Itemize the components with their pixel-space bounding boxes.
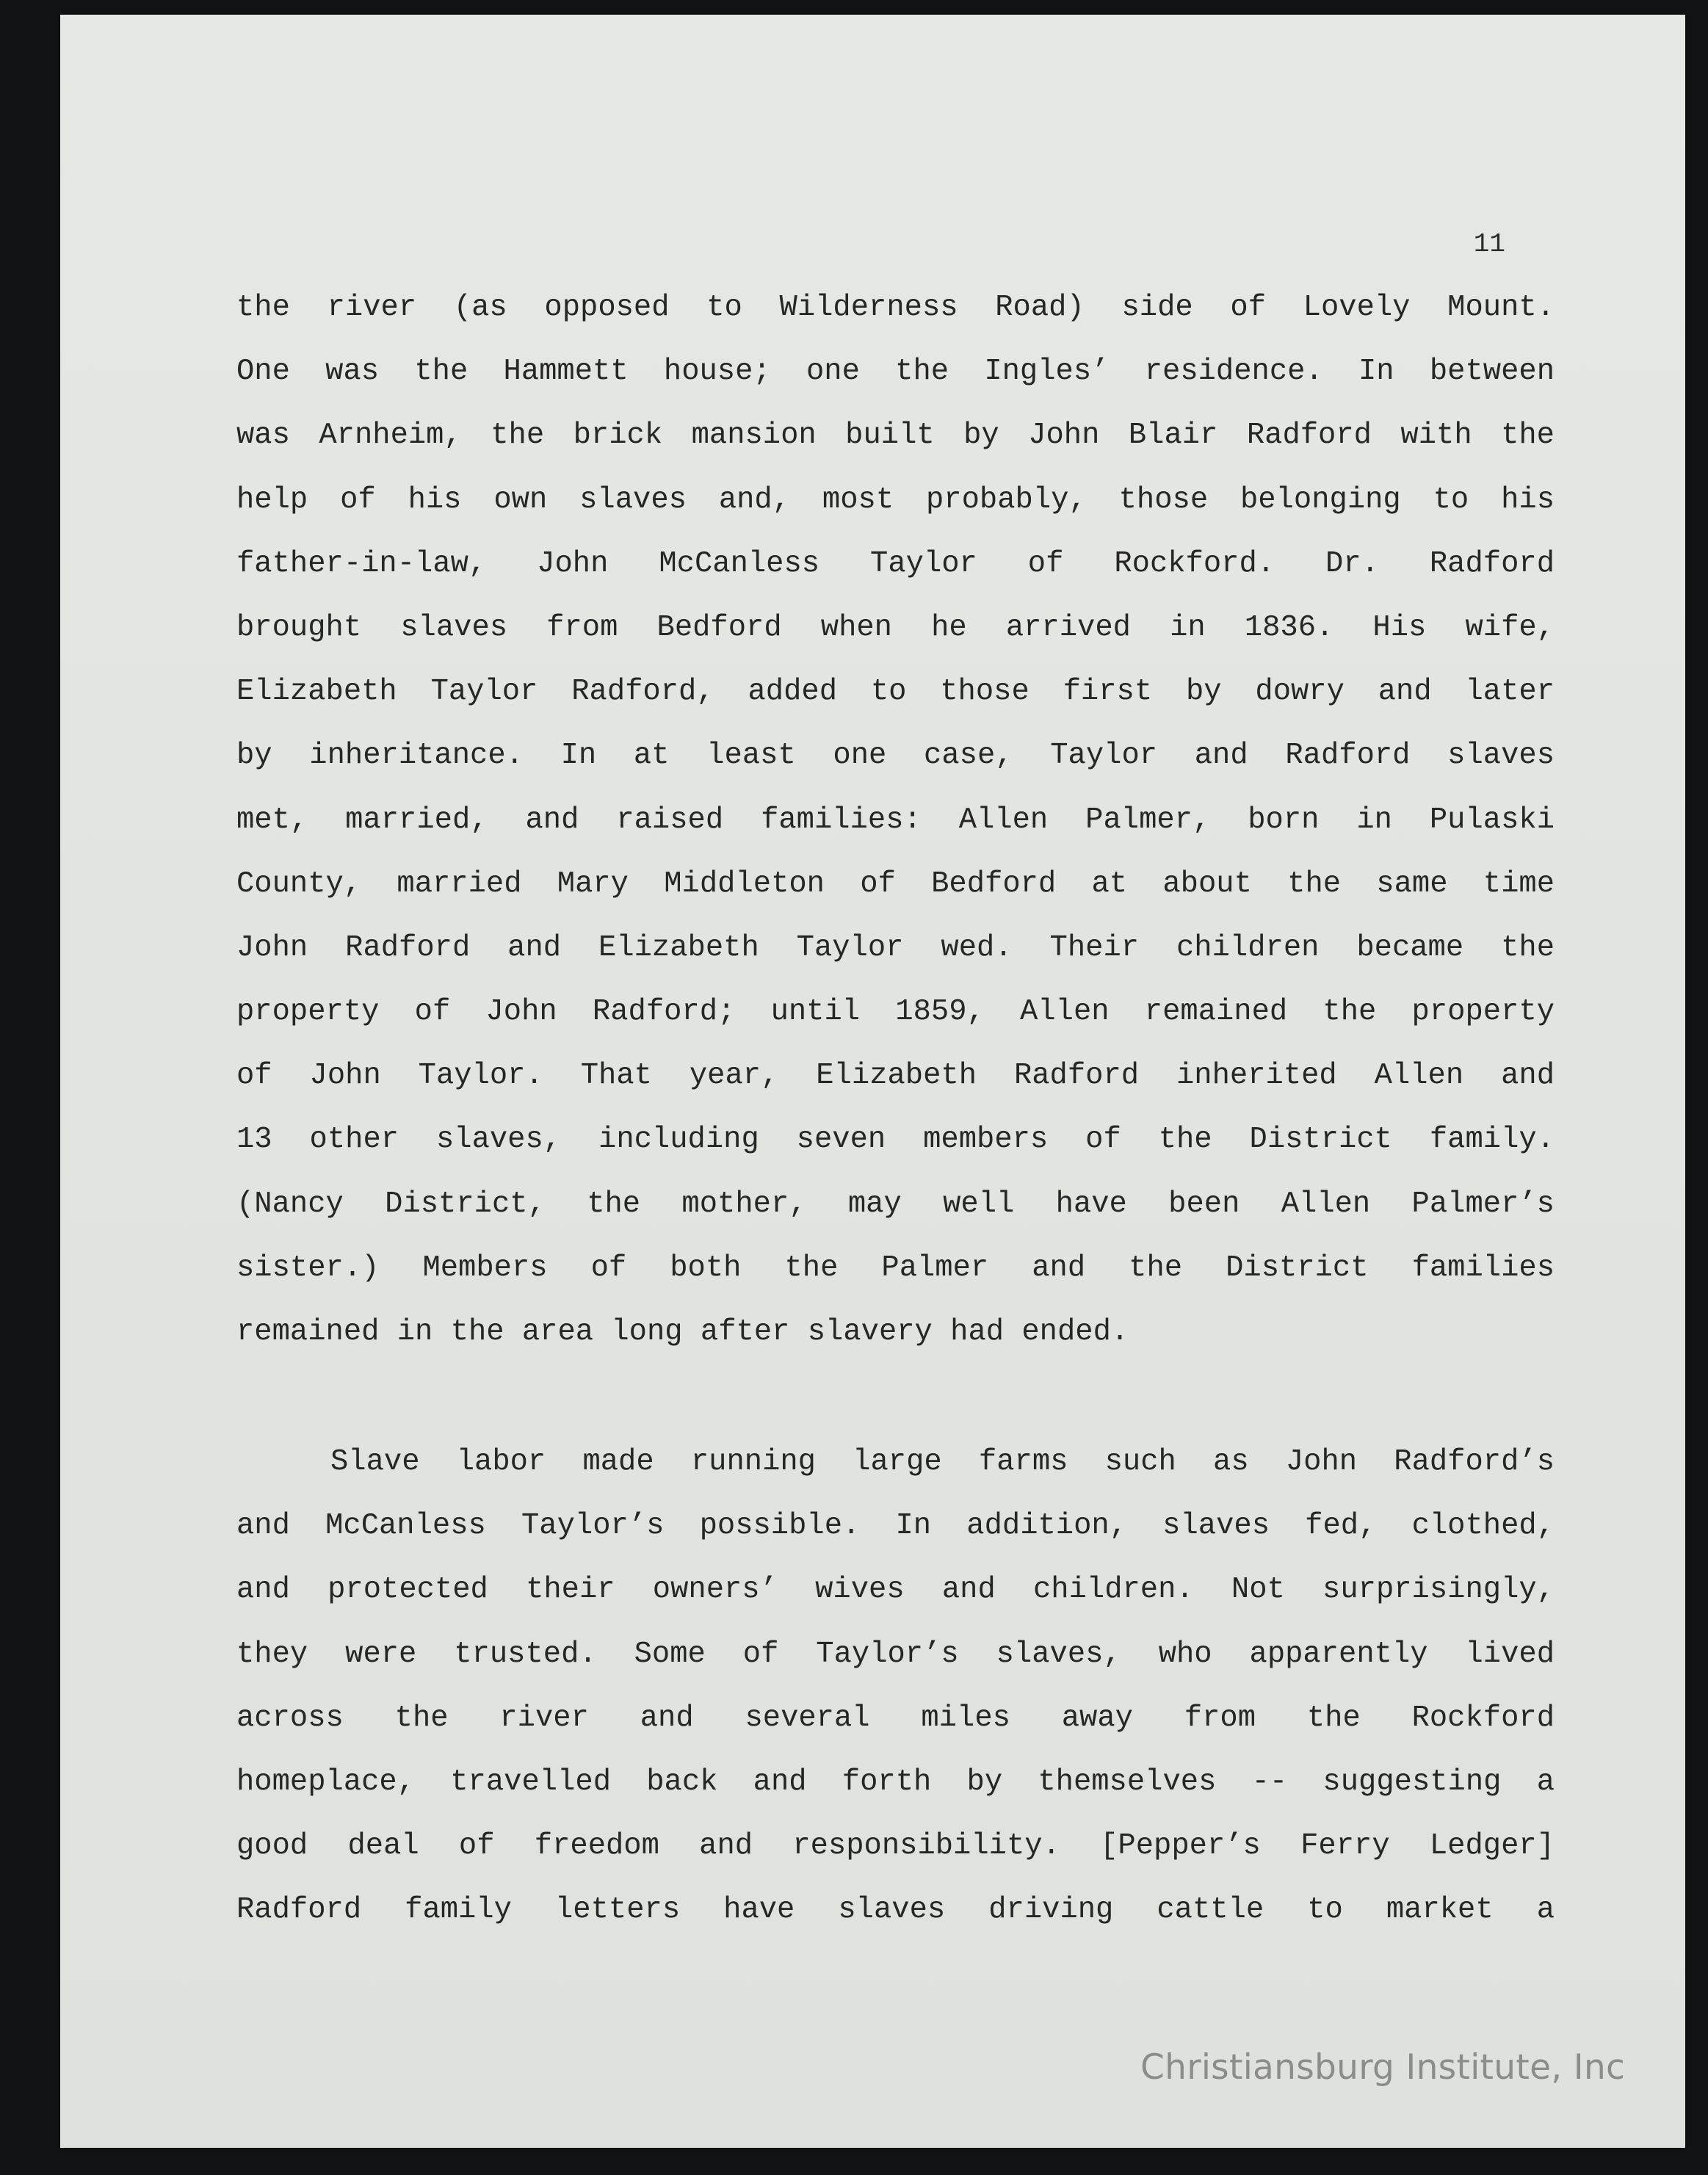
text-line: the river (as opposed to Wilderness Road) side of Lovely Mount. — [236, 291, 1555, 325]
text-line: brought slaves from Bedford when he arrived in 1836. His wife, — [236, 610, 1555, 645]
text-line: father-in-law, John McCanless Taylor of Rockford. Dr. Radford — [236, 546, 1555, 581]
text-line: homeplace, travelled back and forth by themselves -- suggesting a — [236, 1765, 1555, 1799]
text-line: John Radford and Elizabeth Taylor wed. Their children became the — [236, 930, 1555, 965]
text-line: was Arnheim, the brick mansion built by John Blair Radford with the — [236, 419, 1555, 453]
text-line: Radford family letters have slaves driving cattle to market a — [236, 1893, 1555, 1928]
text-line: they were trusted. Some of Taylor’s slaves, who apparently lived — [236, 1637, 1555, 1671]
text-line: 13 other slaves, including seven members of the District family. — [236, 1123, 1555, 1157]
paragraph-2 — [236, 1441, 1555, 1953]
text-line: help of his own slaves and, most probably, those belonging to his — [236, 482, 1555, 517]
text-line: One was the Hammett house; one the Ingles’ residence. In between — [236, 355, 1555, 389]
text-line: good deal of freedom and responsibility. [Pepper’s Ferry Ledger] — [236, 1829, 1555, 1864]
text-line: met, married, and raised families: Allen Palmer, born in Pulaski — [236, 803, 1555, 837]
text-line: by inheritance. In at least one case, Taylor and Radford slaves — [236, 739, 1555, 773]
text-line: of John Taylor. That year, Elizabeth Radford inherited Allen and — [236, 1059, 1555, 1093]
page-number: 11 — [1473, 229, 1505, 259]
text-line: property of John Radford; until 1859, Allen remained the property — [236, 995, 1555, 1029]
text-line: Slave labor made running large farms such as John Radford’s — [330, 1445, 1555, 1479]
text-line: remained in the area long after slavery had ended. — [236, 1315, 1129, 1349]
paragraph-1 — [236, 286, 1555, 1375]
text-line: and McCanless Taylor’s possible. In addition, slaves fed, clothed, — [236, 1509, 1555, 1544]
text-line: County, married Mary Middleton of Bedford at about the same time — [236, 866, 1555, 901]
text-line: (Nancy District, the mother, may well have been Allen Palmer’s — [236, 1187, 1555, 1221]
text-line: across the river and several miles away from the Rockford — [236, 1701, 1555, 1735]
text-line: and protected their owners’ wives and children. Not surprisingly, — [236, 1573, 1555, 1607]
text-line: Elizabeth Taylor Radford, added to those first by dowry and later — [236, 675, 1555, 709]
document-page — [60, 15, 1685, 2148]
text-line: sister.) Members of both the Palmer and the District families — [236, 1251, 1555, 1285]
watermark: Christiansburg Institute, Inc — [1140, 2047, 1626, 2088]
